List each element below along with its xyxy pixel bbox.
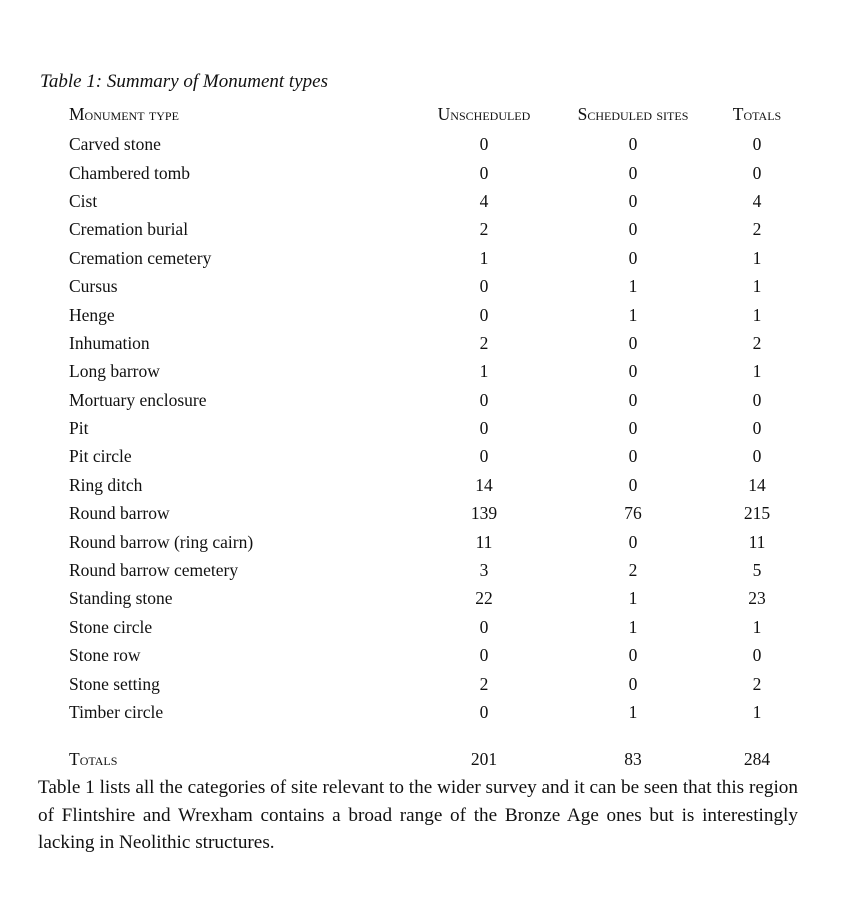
scheduled-cell: 0 bbox=[628, 645, 638, 666]
unscheduled-cell: 0 bbox=[479, 389, 489, 410]
table-row bbox=[62, 158, 807, 186]
unscheduled-cell: 0 bbox=[479, 645, 489, 666]
total-cell: 1 bbox=[752, 702, 762, 722]
scheduled-cell: 0 bbox=[628, 418, 638, 439]
total-cell: 0 bbox=[752, 162, 762, 183]
scheduled-cell: 1 bbox=[628, 616, 638, 637]
total-cell: 1 bbox=[752, 304, 762, 325]
total-cell: 0 bbox=[752, 645, 762, 666]
summary-paragraph: Table 1 lists all the categories of site relevant to the wider survey and it can be seen that this region of Flintshire and Wrexham contains a broad range of the Bronze Age ones but is interestingly lacking in Neolithic structures. bbox=[38, 777, 798, 853]
header-totals: Totals bbox=[732, 104, 782, 124]
header-scheduled-sites: Scheduled sites bbox=[577, 104, 689, 124]
table-row bbox=[62, 499, 807, 527]
scheduled-cell: 1 bbox=[628, 588, 638, 609]
total-cell: 5 bbox=[752, 560, 762, 581]
monument-type-cell: Cremation cemetery bbox=[69, 247, 212, 268]
unscheduled-cell: 0 bbox=[479, 446, 489, 467]
total-cell: 14 bbox=[748, 474, 766, 495]
total-cell: 0 bbox=[752, 134, 762, 155]
total-cell: 0 bbox=[752, 446, 762, 467]
table-row bbox=[62, 272, 807, 300]
total-cell: 1 bbox=[752, 276, 762, 297]
scheduled-cell: 0 bbox=[628, 247, 638, 268]
table-row bbox=[62, 669, 807, 697]
table-row bbox=[62, 244, 807, 272]
unscheduled-cell: 3 bbox=[479, 560, 489, 581]
scheduled-cell: 1 bbox=[628, 276, 638, 297]
unscheduled-cell: 0 bbox=[479, 304, 489, 325]
unscheduled-cell: 1 bbox=[479, 247, 489, 268]
monument-type-cell: Inhumation bbox=[69, 332, 150, 353]
totals-scheduled: 83 bbox=[624, 749, 642, 770]
total-cell: 0 bbox=[752, 418, 762, 439]
total-cell: 11 bbox=[748, 531, 766, 552]
monument-type-cell: Pit bbox=[69, 418, 89, 439]
table-row bbox=[62, 527, 807, 555]
header-monument-type: Monument type bbox=[69, 104, 179, 124]
unscheduled-cell: 0 bbox=[479, 276, 489, 297]
table-row bbox=[62, 471, 807, 499]
scheduled-cell: 0 bbox=[628, 332, 638, 353]
scheduled-cell: 0 bbox=[628, 162, 638, 183]
monument-type-cell: Stone setting bbox=[69, 673, 160, 694]
table-row bbox=[62, 300, 807, 328]
scheduled-cell: 0 bbox=[628, 219, 638, 240]
unscheduled-cell: 0 bbox=[479, 162, 489, 183]
unscheduled-cell: 14 bbox=[475, 474, 493, 495]
table-row bbox=[62, 329, 807, 357]
unscheduled-cell: 2 bbox=[479, 332, 489, 353]
unscheduled-cell: 4 bbox=[479, 190, 489, 211]
unscheduled-cell: 11 bbox=[475, 531, 493, 552]
total-cell: 2 bbox=[752, 332, 762, 353]
total-cell: 0 bbox=[752, 389, 762, 410]
table-row bbox=[62, 215, 807, 243]
monument-type-cell: Round barrow bbox=[69, 503, 170, 524]
unscheduled-cell: 139 bbox=[470, 503, 498, 524]
scheduled-cell: 0 bbox=[628, 361, 638, 382]
total-cell: 2 bbox=[752, 673, 762, 694]
unscheduled-cell: 2 bbox=[479, 673, 489, 694]
total-cell: 215 bbox=[743, 503, 771, 524]
monument-type-cell: Timber circle bbox=[69, 702, 164, 722]
scheduled-cell: 2 bbox=[628, 560, 638, 581]
scheduled-cell: 0 bbox=[628, 474, 638, 495]
scheduled-cell: 0 bbox=[628, 531, 638, 552]
monument-type-cell: Long barrow bbox=[69, 361, 160, 382]
table-row bbox=[62, 386, 807, 414]
monument-type-cell: Cremation burial bbox=[69, 219, 189, 240]
monument-type-cell: Round barrow cemetery bbox=[69, 560, 239, 581]
totals-row bbox=[62, 726, 807, 774]
monument-type-cell: Mortuary enclosure bbox=[69, 389, 207, 410]
table-row bbox=[62, 556, 807, 584]
table-row bbox=[62, 442, 807, 470]
scheduled-cell: 0 bbox=[628, 673, 638, 694]
unscheduled-cell: 22 bbox=[475, 588, 493, 609]
monument-type-cell: Cist bbox=[69, 190, 98, 211]
table-row bbox=[62, 187, 807, 215]
monument-type-cell: Carved stone bbox=[69, 134, 161, 155]
unscheduled-cell: 0 bbox=[479, 702, 489, 722]
monument-type-cell: Henge bbox=[69, 304, 115, 325]
table-row bbox=[62, 357, 807, 385]
table-caption: Table 1: Summary of Monument types bbox=[40, 71, 328, 92]
table-row bbox=[62, 613, 807, 641]
scheduled-cell: 0 bbox=[628, 446, 638, 467]
monument-table bbox=[62, 98, 807, 774]
total-cell: 1 bbox=[752, 361, 762, 382]
table-row bbox=[62, 698, 807, 726]
header-unscheduled: Unscheduled bbox=[437, 104, 531, 124]
monument-type-cell: Stone row bbox=[69, 645, 141, 666]
total-cell: 4 bbox=[752, 190, 762, 211]
monument-type-cell: Standing stone bbox=[69, 588, 173, 609]
scheduled-cell: 0 bbox=[628, 389, 638, 410]
scheduled-cell: 0 bbox=[628, 134, 638, 155]
monument-type-cell: Ring ditch bbox=[69, 474, 143, 495]
unscheduled-cell: 0 bbox=[479, 418, 489, 439]
table-header-row bbox=[62, 98, 807, 130]
unscheduled-cell: 0 bbox=[479, 134, 489, 155]
total-cell: 23 bbox=[748, 588, 766, 609]
unscheduled-cell: 2 bbox=[479, 219, 489, 240]
table-row bbox=[62, 641, 807, 669]
totals-label: Totals bbox=[69, 749, 118, 770]
total-cell: 1 bbox=[752, 616, 762, 637]
monument-type-cell: Round barrow (ring cairn) bbox=[69, 531, 254, 552]
monument-type-cell: Stone circle bbox=[69, 616, 153, 637]
monument-type-cell: Pit circle bbox=[69, 446, 132, 467]
table-row bbox=[62, 414, 807, 442]
totals-unscheduled: 201 bbox=[470, 749, 498, 770]
scheduled-cell: 1 bbox=[628, 702, 638, 722]
monument-type-cell: Cursus bbox=[69, 276, 118, 297]
table-row bbox=[62, 130, 807, 158]
unscheduled-cell: 0 bbox=[479, 616, 489, 637]
total-cell: 2 bbox=[752, 219, 762, 240]
monument-type-cell: Chambered tomb bbox=[69, 162, 191, 183]
table-row bbox=[62, 584, 807, 612]
totals-total: 284 bbox=[743, 749, 771, 770]
scheduled-cell: 1 bbox=[628, 304, 638, 325]
unscheduled-cell: 1 bbox=[479, 361, 489, 382]
scheduled-cell: 76 bbox=[624, 503, 642, 524]
total-cell: 1 bbox=[752, 247, 762, 268]
scheduled-cell: 0 bbox=[628, 190, 638, 211]
